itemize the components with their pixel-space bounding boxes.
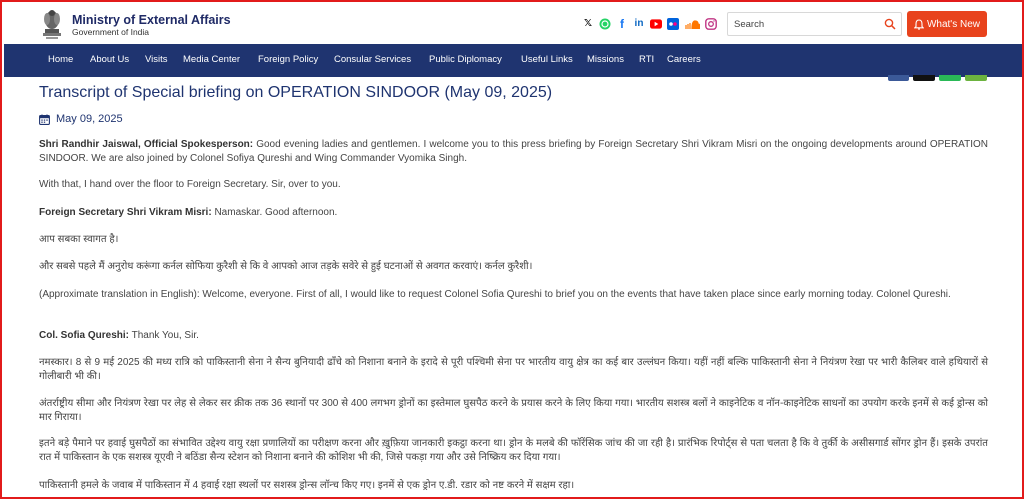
ministry-title[interactable]: Ministry of External Affairs [72,13,231,27]
x-share-button[interactable] [913,75,935,81]
nav-item-useful-links[interactable]: Useful Links [521,54,573,65]
paragraph: इतने बड़े पैमाने पर हवाई घुसपैठों का संभावित उद्देश्य वायु रक्षा प्रणालियों का परीक्षण करना और ख़ुफ़िया जानकारी इकट्ठा करना था। ड्रोन के मलबे की फॉरेंसिक जांच की जा रही है। प्रारंभिक रिपोर्ट्स से पता चलता है कि वे तुर्की के असीसगार्ड सोंगर ड्रोन हैं। इसके उपरांत रात में पाकिस्तान के एक सशस्त्र यूएवी ने बठिंडा सैन्य स्टेशन को निशाना बनाने की कोशिश भी की, जिसे पकड़ा गया और उसे निष्क्रिय कर दिया गया। [39,438,988,463]
nav-item-about-us[interactable]: About Us [90,54,130,65]
social-links [582,16,717,32]
nav-item-rti[interactable]: RTI [639,54,655,65]
speaker-name: Foreign Secretary Shri Vikram Misri: [39,207,212,218]
date-text: May 09, 2025 [56,113,123,125]
paragraph: नमस्कार। 8 से 9 मई 2025 की मध्य रात्रि को पाकिस्तानी सेना ने सैन्य बुनियादी ढाँचे को निशाना बनाने के इरादे से पूरी पश्चिमी सेना पर भारतीय वायु क्षेत्र का कई बार उल्लंघन किया। यहीं नहीं बल्कि पाकिस्तानी सेना ने नियंत्रण रेखा पर भारी कैलिबर वाले हथियारों से गोलीबारी भी की। [39,357,988,382]
article-title: Transcript of Special briefing on OPERATION SINDOOR (May 09, 2025) [39,84,553,101]
whatsapp-icon[interactable] [599,18,611,30]
paragraph: Foreign Secretary Shri Vikram Misri: Namaskar. Good afternoon. [39,207,338,218]
site-header [4,4,1024,44]
nav-item-missions[interactable]: Missions [587,54,624,65]
nav-item-foreign-policy[interactable]: Foreign Policy [258,54,319,65]
main-nav [4,44,1024,77]
whats-new-label: What's New [926,18,981,30]
search-icon[interactable] [884,18,896,30]
linkedin-icon[interactable]: in [634,18,644,29]
soundcloud-icon[interactable] [684,18,700,30]
facebook-share-button[interactable] [888,75,909,81]
speaker-name: Col. Sofia Qureshi: [39,330,130,341]
nav-item-visits[interactable]: Visits [145,54,168,65]
x-icon[interactable]: 𝕏 [583,18,593,29]
instagram-icon[interactable] [705,18,717,30]
paragraph: (Approximate translation in English): Welcome, everyone. First of all, I would like to request Colonel Sofia Qureshi to brief you on the events that have taken place since early morning today. Colonel Qureshi. [39,289,951,300]
paragraph: With that, I hand over the floor to Foreign Secretary. Sir, over to you. [39,179,341,190]
speaker-name: Shri Randhir Jaiswal, Official Spokesperson: [39,139,254,150]
flickr-icon[interactable] [667,18,679,30]
paragraph: आप सबका स्वागत है। [39,234,119,245]
youtube-icon[interactable] [650,18,662,30]
bell-icon [914,19,924,30]
paragraph: और सबसे पहले मैं अनुरोध करूंगा कर्नल सोफिया कुरैशी से कि वे आपको आज तड़के सवेरे से हुई घटनाओं से अवगत करवाएं। कर्नल कुरैशी। [39,261,533,272]
paragraph: Shri Randhir Jaiswal, Official Spokesperson: Good evening ladies and gentlemen. I welcome you to this press briefing by Foreign Secretary Shri Vikram Misri on the ongoing developments around OPERATION SINDOOR. We are also joined by Colonel Sofiya Qureshi and Wing Commander Vyomika Singh. [39,139,988,164]
share-button[interactable] [965,75,987,81]
paragraph: Col. Sofia Qureshi: Thank You, Sir. [39,330,199,341]
nav-item-careers[interactable]: Careers [667,54,701,65]
paragraph: अंतर्राष्ट्रीय सीमा और नियंत्रण रेखा पर लेह से लेकर सर क्रीक तक 36 स्थानों पर 300 से 400 लगभग ड्रोनों का इस्तेमाल घुसपैठ करने के प्रयास करने के लिए किया गया। भारतीय सशस्त्र बलों ने काइनेटिक व नॉन-काइनेटिक साधनों का उपयोग करके इनमें से कई ड्रोन्स को मार गिराया। [39,398,988,423]
calendar-icon [39,114,50,125]
nav-item-media-center[interactable]: Media Center [183,54,241,65]
whats-new-button[interactable] [907,11,987,37]
nav-item-home[interactable]: Home [48,54,74,65]
nav-item-consular-services[interactable]: Consular Services [334,54,412,65]
ministry-subtitle: Government of India [72,27,150,37]
facebook-icon[interactable]: f [620,17,624,31]
national-emblem-icon[interactable] [40,7,64,41]
nav-item-public-diplomacy[interactable]: Public Diplomacy [429,54,502,65]
search-input[interactable] [734,16,879,32]
article-date [39,112,123,126]
paragraph: पाकिस्तानी हमले के जवाब में पाकिस्तान में 4 हवाई रक्षा स्थलों पर सशस्त्र ड्रोन्स लॉन्च किए गए। इनमें से एक ड्रोन ए.डी. रडार को नष्ट करने में सक्षम रहा। [39,480,575,491]
whatsapp-share-button[interactable] [939,75,961,81]
search-box [727,12,902,36]
